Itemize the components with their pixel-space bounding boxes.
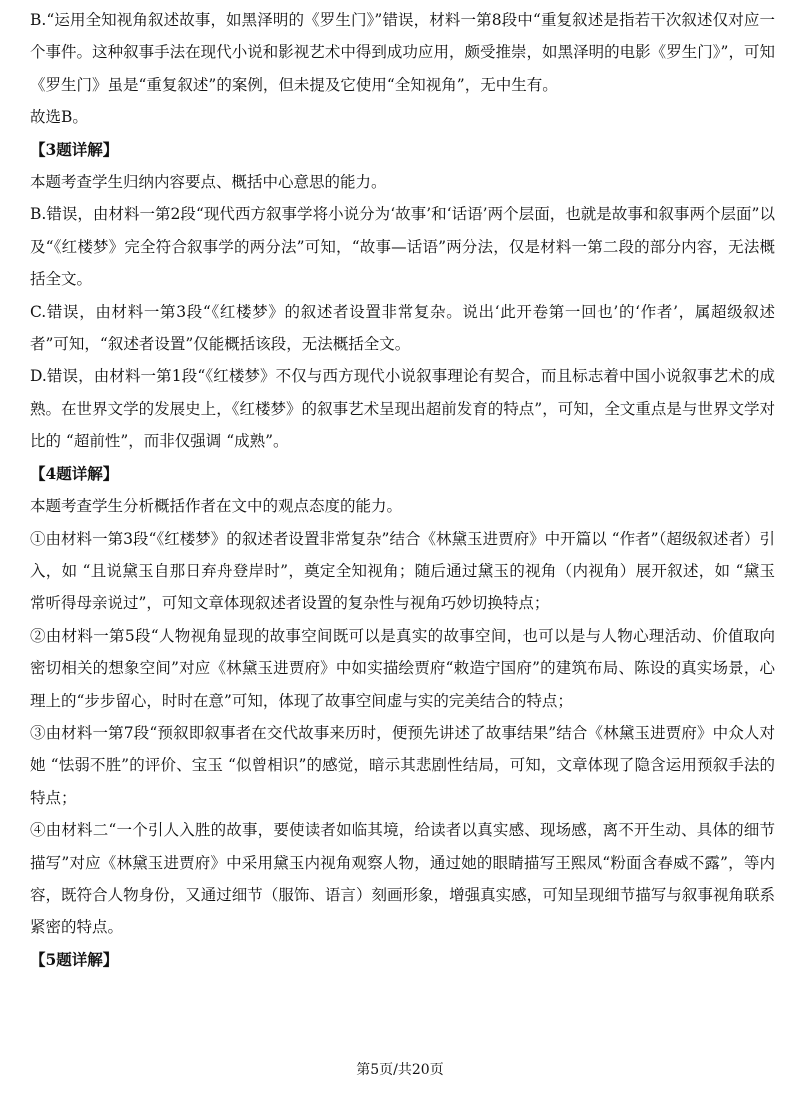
q3-option-c: C.错误，由材料一第3段“《红楼梦》的叙述者设置非常复杂。说出‘此开卷第一回也’的‘作者’，属超级叙述者”可知，“叙述者设置”仅能概括该段，无法概括全文。 xyxy=(30,302,775,354)
document-body xyxy=(30,4,775,976)
q4-point-4: ④由材料二“一个引人入胜的故事，要使读者如临其境，给读者以真实感、现场感，离不开生动、具体的细节描写”对应《林黛玉进贾府》中采用黛玉内视角观察人物，通过她的眼睛描写王熙凤“粉面含春威不露”，等内容，既符合人物身份，又通过细节（服饰、语言）刻画形象，增强真实感，可知呈现细节描写与叙事视角联系紧密的特点。 xyxy=(30,821,775,937)
q4-intro: 本题考查学生分析概括作者在文中的观点态度的能力。 xyxy=(30,497,403,516)
section-heading-q3: 【3题详解】 xyxy=(30,139,119,159)
q4-point-2: ②由材料一第5段“人物视角显现的故事空间既可以是真实的故事空间，也可以是与人物心理活动、价值取向密切相关的想象空间”对应《林黛玉进贾府》中如实描绘贾府“敕造宁国府”的建筑布局、陈设的真实场景，心理上的“步步留心，时时在意”可知，体现了故事空间虚与实的完美结合的特点； xyxy=(30,626,775,710)
q3-option-d: D.错误，由材料一第1段“《红楼梦》不仅与西方现代小说叙事理论有契合，而且标志着中国小说叙事艺术的成熟。在世界文学的发展史上，《红楼梦》的叙事艺术呈现出超前发育的特点”，可知，全文重点是与世界文学对比的 “超前性”，而非仅强调 “成熟”。 xyxy=(30,367,775,451)
q3-option-b: B.错误，由材料一第2段“现代西方叙事学将小说分为‘故事’和‘话语’两个层面，也就是故事和叙事两个层面”以及“《红楼梦》完全符合叙事学的两分法”可知，“故事—话语”两分法，仅是材料一第二段的部分内容，无法概括全文。 xyxy=(30,205,775,289)
page-number-footer: 第5页/共20页 xyxy=(356,1062,444,1078)
document-page xyxy=(30,0,775,1101)
answer-line: 故选B。 xyxy=(30,108,88,127)
q3-intro: 本题考查学生归纳内容要点、概括中心意思的能力。 xyxy=(30,173,387,192)
section-heading-q4: 【4题详解】 xyxy=(30,463,119,483)
q4-point-1: ①由材料一第3段“《红楼梦》的叙述者设置非常复杂”结合《林黛玉进贾府》中开篇以 “作者”（超级叙述者）引入，如 “且说黛玉自那日弃舟登岸时”，奠定全知视角；随后通过黛玉的视角（内视角）展开叙述，如 “黛玉常听得母亲说过”，可知文章体现叙述者设置的复杂性与视角巧妙切换特点； xyxy=(30,529,775,613)
option-b-analysis: B.“运用全知视角叙述故事，如黑泽明的《罗生门》”错误，材料一第8段中“重复叙述是指若干次叙述仅对应一个事件。这种叙事手法在现代小说和影视艺术中得到成功应用，颇受推崇，如黑泽明的电影《罗生门》”，可知《罗生门》虽是“重复叙述”的案例，但未提及它使用“全知视角”，无中生有。 xyxy=(30,11,775,94)
section-heading-q5: 【5题详解】 xyxy=(30,949,119,969)
q4-point-3: ③由材料一第7段“预叙即叙事者在交代故事来历时，便预先讲述了故事结果”结合《林黛玉进贾府》中众人对她 “怯弱不胜”的评价、宝玉 “似曾相识”的感觉，暗示其悲剧性结局，可知，文章体现了隐含运用预叙手法的特点； xyxy=(30,723,775,807)
